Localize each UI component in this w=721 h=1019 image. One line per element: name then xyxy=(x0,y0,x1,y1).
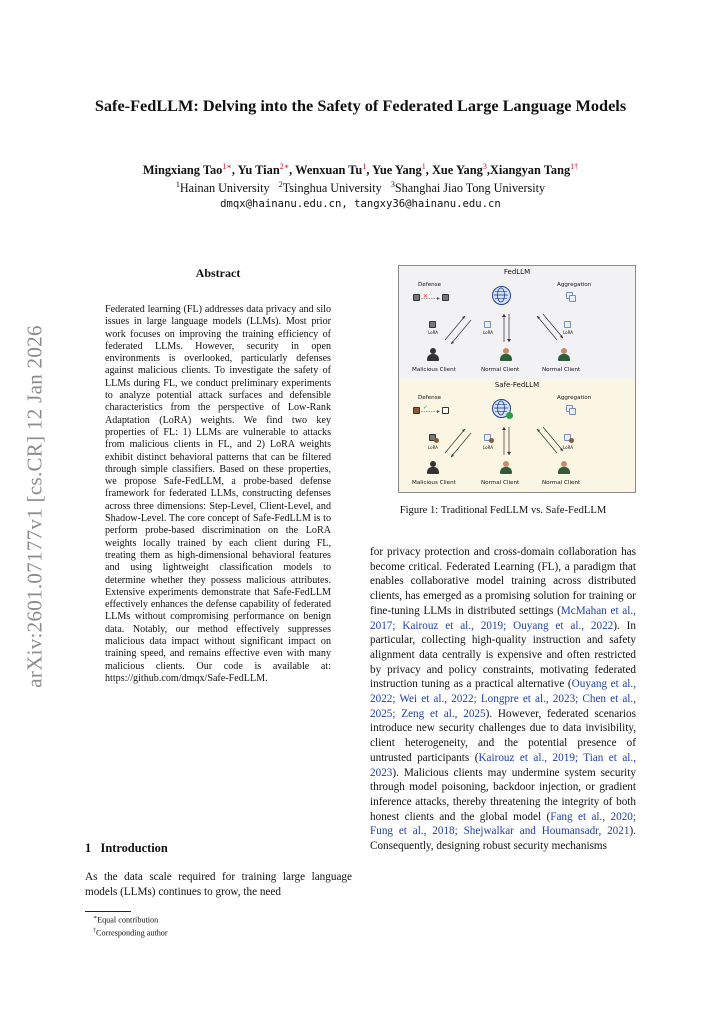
text-run: ). However, federated scenarios introduce new security challenges due to data invisibility, client heterogeneity, and the potential presence of untrusted participants ( xyxy=(370,707,637,764)
aggregation-label: Aggregation xyxy=(557,282,592,288)
footnote-2: †Corresponding author xyxy=(93,927,168,938)
safe-fedllm-panel xyxy=(399,379,635,492)
malicious-client-label: Malicious Client xyxy=(412,480,456,486)
author-3: Wenxuan Tu$^1$, xyxy=(295,162,373,178)
panel-title-fedllm: FedLLM xyxy=(503,268,531,276)
blocked-x-icon: ✕ xyxy=(423,293,429,300)
malicious-client-label: Malicious Client xyxy=(412,367,456,373)
lora-label: LoRA xyxy=(428,330,438,335)
author-6: Xiangyan Tang$^{1\dagger}$ xyxy=(489,162,579,178)
citation-link[interactable]: McMahan et al., 2017; Kairouz et al., 2019; Ouyang et al., 2022 xyxy=(370,604,636,632)
affiliation-3: $^3$Shanghai Jiao Tong University xyxy=(390,180,546,196)
footnotes xyxy=(93,913,168,939)
author-2: Yu Tian$^{2∗}$, xyxy=(237,162,296,178)
communication-arrows-icon xyxy=(399,266,635,379)
normal-client-avatar xyxy=(500,461,512,474)
communication-arrows-icon xyxy=(399,379,635,492)
check-icon: ✓ xyxy=(423,404,429,411)
normal-client-label: Normal Client xyxy=(542,367,581,373)
intro-paragraph-left: As the data scale required for training large language models (LLMs) continues to grow, the need xyxy=(85,871,352,898)
author-4: Yue Yang$^1$, xyxy=(372,162,432,178)
defense-label: Defense xyxy=(418,282,442,288)
normal-client-avatar xyxy=(500,348,512,361)
malicious-client-avatar xyxy=(427,348,439,361)
affiliation-2: $^2$Tsinghua University xyxy=(278,180,382,196)
footnote-1: ∗Equal contribution xyxy=(93,915,159,925)
lora-label: LoRA xyxy=(483,330,493,335)
text-run: ). Consequently, designing robust security mechanisms xyxy=(370,825,636,853)
section-title: Introduction xyxy=(100,841,168,855)
text-run: for privacy protection and cross-domain collaboration has become critical. Federated Learning (FL), a paradigm that enables collaborative model training across distributed clients, has emerged as a promising solution for training or fine-tuning LLMs in distributed settings ( xyxy=(370,546,636,617)
paper-title: Safe-FedLLM: Delving into the Safety of Federated Large Language Models xyxy=(94,96,627,115)
author-list xyxy=(60,162,661,178)
normal-client-label: Normal Client xyxy=(481,367,520,373)
normal-client-label: Normal Client xyxy=(481,480,520,486)
footnote-rule xyxy=(85,911,131,912)
normal-client-label: Normal Client xyxy=(542,480,581,486)
lora-label: LoRA xyxy=(483,445,493,450)
figure-1 xyxy=(398,265,636,493)
intro-paragraph-right xyxy=(370,545,636,854)
text-run: ). Malicious clients may undermine system security through model poisoning, backdoor injection, or gradient inference attacks, thereby threatening the integrity of both honest clients and the global model ( xyxy=(370,766,636,823)
figure-caption: Figure 1: Traditional FedLLM vs. Safe-FedLLM xyxy=(399,505,607,516)
aggregation-label: Aggregation xyxy=(557,395,592,401)
affiliations xyxy=(60,180,661,196)
normal-client-avatar xyxy=(558,348,570,361)
author-5: Xue Yang$^3$, xyxy=(431,162,490,178)
fedllm-panel xyxy=(399,266,635,380)
panel-title-safe-fedllm: Safe-FedLLM xyxy=(494,381,540,389)
author-1: Mingxiang Tao$^{1∗}$, xyxy=(142,162,238,178)
text-run: ). In particular, collecting high-quality instruction and safety alignment data centrally is expensive and often restricted by privacy and policy constraints, motivating federated instruction tuning as a practical alternative ( xyxy=(370,619,636,691)
lora-label: LoRA xyxy=(563,330,573,335)
author-emails: dmqx@hainanu.edu.cn, tangxy36@hainanu.edu.cn xyxy=(220,198,501,210)
abstract-heading: Abstract xyxy=(195,266,241,280)
arxiv-stamp: arXiv:2601.07177v1 [cs.CR] 12 Jan 2026 xyxy=(22,325,47,688)
normal-client-avatar xyxy=(558,461,570,474)
affiliation-1: $^1$Hainan University xyxy=(175,180,270,196)
section-heading xyxy=(85,841,168,856)
citation-link[interactable]: Ouyang et al., 2022; Wei et al., 2022; Longpre et al., 2023; Chen et al., 2025; Zeng et al., 2025 xyxy=(370,678,636,720)
lora-label: LoRA xyxy=(563,445,573,450)
citation-link[interactable]: Fang et al., 2020; Fung et al., 2018; Shejwalkar and Houmansadr, 2021 xyxy=(370,810,636,838)
citation-link[interactable]: Kairouz et al., 2019; Tian et al., 2023 xyxy=(370,751,636,779)
section-number: 1 xyxy=(85,841,92,855)
defense-label: Defense xyxy=(418,395,442,401)
malicious-client-avatar xyxy=(427,461,439,474)
abstract-text: Federated learning (FL) addresses data privacy and silo issues in large language models (LLMs). Most prior work focuses on improving the training efficiency of federated LLMs. However, security in open environments is overlooked, particularly defenses against malicious clients. To investigate the safety of LLMs during FL, we conduct preliminary experiments to analyze potential attack surfaces and defensible characteristics from the perspective of Low-Rank Adaptation (LoRA) weights. We find two key properties of FL: 1) LLMs are vulnerable to attacks from malicious clients in FL, and 2) LoRA weights exhibit distinct behavioral patterns that can be filtered through simple classifiers. Based on these properties, we propose Safe-FedLLM, a probe-based defense framework for federated LLMs, constructing defenses across three dimensions: Step-Level, Client-Level, and Shadow-Level. The core concept of Safe-FedLLM is to perform probe-based discrimination on the LoRA weights locally trained by each client during FL, treating them as high-dimensional behavioral features and using lightweight classification models to determine whether they possess malicious attributes. Extensive experiments demonstrate that Safe-FedLLM effectively enhances the defense capability of federated LLMs without compromising performance on benign data. Notably, our method effectively suppresses malicious data impact without significant impact on training speed, and remains effective even with many malicious clients. Our code is available at: https://github.com/dmqx/Safe-FedLLM. xyxy=(105,304,331,684)
lora-label: LoRA xyxy=(428,445,438,450)
